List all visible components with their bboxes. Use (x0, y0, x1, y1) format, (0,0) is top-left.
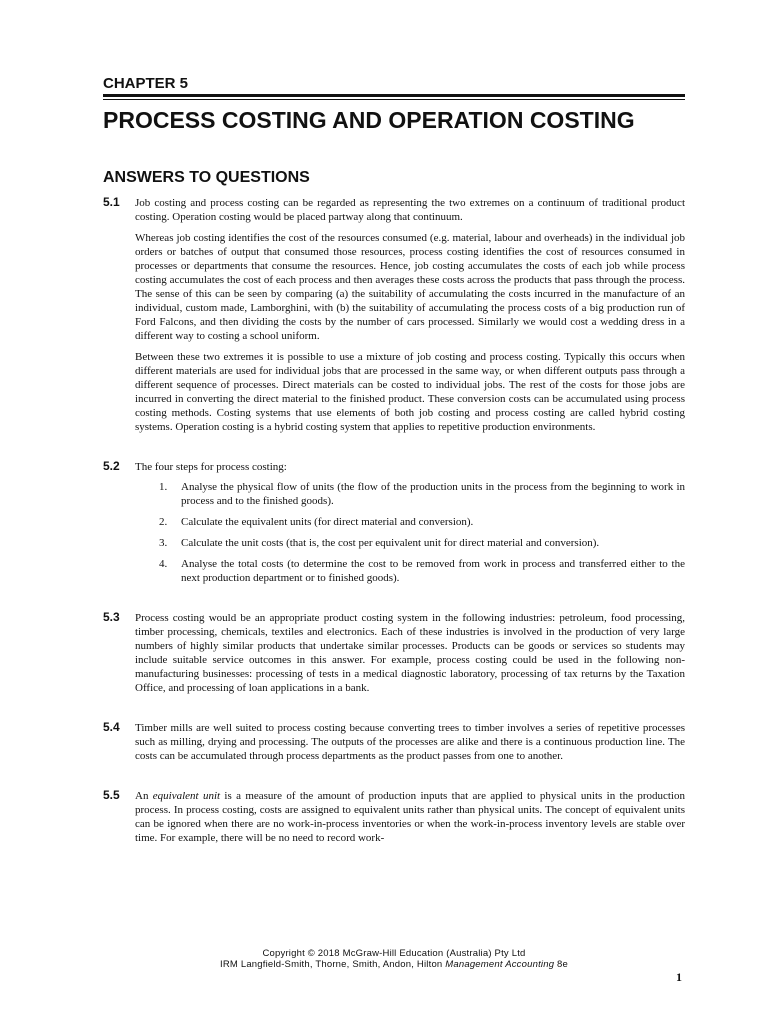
edition-label: 8e (554, 959, 569, 970)
step-text: Analyse the total costs (to determine the cost to be removed from work in process and transferred either to the next production department or to finished goods). (181, 558, 685, 584)
list-item (135, 557, 685, 585)
credit-line (103, 959, 685, 970)
paragraph-body: is a measure of the amount of production inputs that are applied to physical units in the production process. In process costing, costs are assigned to equivalent units rather than physical units. The concept of equivalent units can be ignored when there are no work-in-process inventories or when the work-in-process inventory levels are stable over time. For example, there will be no need to record work- (135, 790, 685, 844)
page-footer (103, 948, 685, 970)
page-number: 1 (676, 970, 682, 984)
answer-5-1 (103, 196, 685, 434)
answer-paragraph (135, 789, 685, 845)
answer-paragraph: Job costing and process costing can be regarded as representing the two extremes on a continuum of traditional product costing. Operation costing would be placed partway along that continuum. (135, 197, 685, 223)
answer-5-3 (103, 611, 685, 695)
list-item (135, 480, 685, 508)
answer-5-5 (103, 789, 685, 845)
chapter-rule-thin (103, 99, 685, 100)
answer-paragraph: Process costing would be an appropriate product costing system in the following industries: petroleum, food processing, timber processing, chemicals, textiles and electronics. Each of these industries is involved in the production of very large numbers of highly similar products that undertake similar processes. Products can be goods or services so students may include suitable service outcomes in this answer. For example, process costing could be used in the following non-manufacturing businesses: processing of tests in a medical diagnostic laboratory, processing of tax returns by the Taxation Office, and processing of loan applications in a bank. (135, 612, 685, 694)
process-steps-list (135, 480, 685, 585)
step-text: Calculate the equivalent units (for direct material and conversion). (181, 516, 474, 528)
question-number: 5.2 (103, 459, 120, 473)
step-number: 3. (159, 537, 168, 549)
copyright-line: Copyright © 2018 McGraw-Hill Education (Australia) Pty Ltd (262, 948, 526, 959)
section-heading: ANSWERS TO QUESTIONS (103, 169, 310, 186)
chapter-label: CHAPTER 5 (103, 75, 189, 92)
step-text: Calculate the unit costs (that is, the cost per equivalent unit for direct material and conversion). (181, 537, 600, 549)
step-text: Analyse the physical flow of units (the flow of the production units in the process from the beginning to work in process and to the finished goods). (181, 481, 685, 507)
answer-5-2 (103, 460, 685, 585)
answer-5-4 (103, 721, 685, 763)
question-number: 5.5 (103, 788, 120, 802)
answer-paragraph: Timber mills are well suited to process costing because converting trees to timber involves a series of repetitive processes such as milling, drying and processing. The outputs of the processes are alike and there is a continuous production line. The costs can be accumulated through process departments as the product passes from one to another. (135, 722, 685, 762)
question-number: 5.4 (103, 720, 120, 734)
list-item (135, 515, 685, 529)
question-number: 5.3 (103, 610, 120, 624)
step-number: 2. (159, 516, 168, 528)
answer-paragraph: Between these two extremes it is possible to use a mixture of job costing and process costing. Typically this occurs when different materials are used for individual jobs that are processed in the same way, or when different outputs pass through a different sequence of processes. Direct materials can be costed to individual jobs. The rest of the costs for those jobs are incurred in converting the direct material to the finished product. These conversion costs can be accumulated using process costing methods. Costing systems that use elements of both job costing and process costing are called hybrid costing systems. Operation costing is a hybrid costing system that applies to repetitive production environments. (135, 351, 685, 433)
credit-authors: IRM Langfield-Smith, Thorne, Smith, Andon, Hilton (219, 959, 446, 970)
chapter-rule-thick (103, 94, 685, 97)
book-title: Management Accounting (445, 959, 555, 970)
question-number: 5.1 (103, 195, 120, 209)
answer-intro: The four steps for process costing: (135, 461, 287, 473)
paragraph-lead: An (135, 790, 153, 802)
step-number: 4. (159, 558, 168, 570)
list-item (135, 536, 685, 550)
chapter-title: PROCESS COSTING AND OPERATION COSTING (103, 107, 635, 133)
answers-body (103, 196, 685, 845)
answer-paragraph: Whereas job costing identifies the cost of the resources consumed (e.g. material, labour and overheads) in the individual job orders or batches of output that consumed those resources, process costing identifies the cost of resources consumed in processes or departments that consume the resources. Hence, job costing accumulates the costs of each job while process costing accumulates the cost of each process and then averages these costs across the products that pass through the process. The sense of this can be seen by comparing (a) the suitability of accumulating the costs incurred in the manufacture of an individual, custom made, Lamborghini, with (b) the suitability of accumulating the process costs of a big production run of Ford Falcons, and then dividing the costs by the number of cars processed. Similarly we would cost a wedding dress in a different way to costing a school uniform. (135, 232, 685, 342)
defined-term: equivalent unit (152, 790, 221, 802)
step-number: 1. (159, 481, 168, 493)
